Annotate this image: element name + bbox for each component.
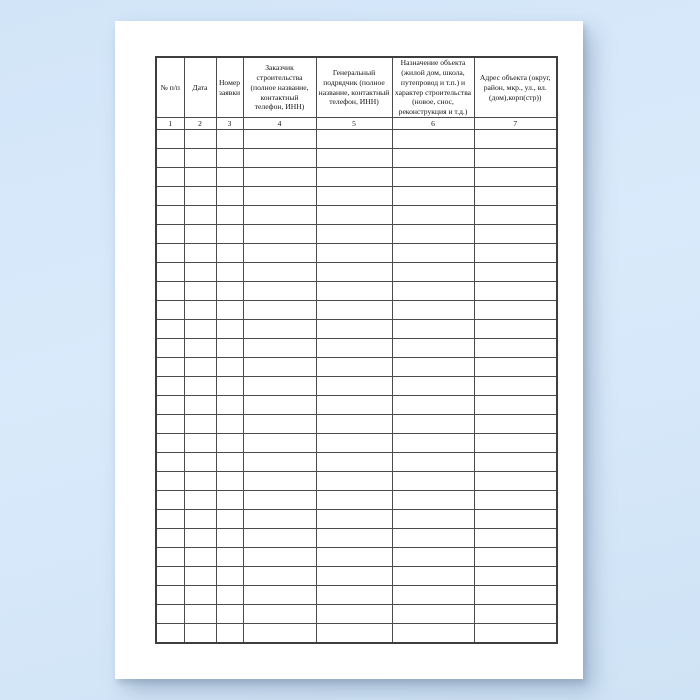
table-cell bbox=[184, 263, 216, 282]
table-cell bbox=[156, 130, 184, 149]
table-cell bbox=[243, 510, 316, 529]
table-cell bbox=[474, 529, 557, 548]
table-cell bbox=[216, 491, 243, 510]
table-row bbox=[156, 472, 557, 491]
table-cell bbox=[184, 301, 216, 320]
table-cell bbox=[316, 206, 392, 225]
table-cell bbox=[392, 529, 474, 548]
table-cell bbox=[156, 206, 184, 225]
table-row bbox=[156, 225, 557, 244]
table-cell bbox=[474, 130, 557, 149]
table-cell bbox=[156, 339, 184, 358]
table-cell bbox=[392, 301, 474, 320]
table-cell bbox=[216, 149, 243, 168]
table-cell bbox=[316, 168, 392, 187]
table-row bbox=[156, 187, 557, 206]
table-row bbox=[156, 605, 557, 624]
table-cell bbox=[474, 339, 557, 358]
table-cell bbox=[184, 149, 216, 168]
table-cell bbox=[184, 586, 216, 605]
table-cell bbox=[184, 605, 216, 624]
table-cell bbox=[392, 206, 474, 225]
table-cell bbox=[216, 187, 243, 206]
table-cell bbox=[316, 149, 392, 168]
table-row bbox=[156, 320, 557, 339]
table-cell bbox=[156, 244, 184, 263]
table-cell bbox=[474, 586, 557, 605]
table-cell bbox=[216, 396, 243, 415]
table-cell bbox=[216, 510, 243, 529]
column-header-4: Заказчик строительства (полное название, контактный телефон, ИНН) bbox=[243, 57, 316, 118]
table-cell bbox=[184, 225, 216, 244]
table-row bbox=[156, 339, 557, 358]
table-cell bbox=[474, 358, 557, 377]
table-cell bbox=[392, 130, 474, 149]
table-cell bbox=[243, 529, 316, 548]
table-cell bbox=[316, 510, 392, 529]
registration-journal-table bbox=[155, 56, 558, 644]
table-body bbox=[156, 130, 557, 644]
table-cell bbox=[474, 548, 557, 567]
table-cell bbox=[216, 624, 243, 644]
table-cell bbox=[392, 263, 474, 282]
table-cell bbox=[474, 282, 557, 301]
table-cell bbox=[243, 149, 316, 168]
column-number-4: 4 bbox=[243, 118, 316, 130]
table-row bbox=[156, 263, 557, 282]
table-cell bbox=[243, 339, 316, 358]
table-cell bbox=[216, 586, 243, 605]
table-cell bbox=[243, 358, 316, 377]
table-row bbox=[156, 358, 557, 377]
table-cell bbox=[243, 130, 316, 149]
table-cell bbox=[392, 510, 474, 529]
column-header-2: Дата bbox=[184, 57, 216, 118]
table-cell bbox=[474, 149, 557, 168]
table-cell bbox=[316, 263, 392, 282]
table-cell bbox=[474, 168, 557, 187]
table-cell bbox=[156, 282, 184, 301]
table-cell bbox=[474, 434, 557, 453]
table-cell bbox=[392, 187, 474, 206]
table-cell bbox=[392, 453, 474, 472]
table-cell bbox=[316, 320, 392, 339]
table-cell bbox=[156, 586, 184, 605]
table-row bbox=[156, 415, 557, 434]
table-cell bbox=[184, 206, 216, 225]
table-cell bbox=[392, 548, 474, 567]
table-cell bbox=[243, 548, 316, 567]
table-cell bbox=[216, 548, 243, 567]
table-cell bbox=[243, 263, 316, 282]
table-cell bbox=[316, 377, 392, 396]
table-cell bbox=[316, 130, 392, 149]
table-cell bbox=[474, 567, 557, 586]
table-cell bbox=[243, 567, 316, 586]
table-row bbox=[156, 244, 557, 263]
table-cell bbox=[216, 434, 243, 453]
table-cell bbox=[156, 149, 184, 168]
table-row bbox=[156, 206, 557, 225]
table-cell bbox=[216, 130, 243, 149]
table-cell bbox=[216, 206, 243, 225]
table-cell bbox=[184, 434, 216, 453]
table-cell bbox=[316, 396, 392, 415]
column-number-row bbox=[156, 118, 557, 130]
table-cell bbox=[474, 491, 557, 510]
table-cell bbox=[474, 206, 557, 225]
table-cell bbox=[392, 168, 474, 187]
table-cell bbox=[243, 377, 316, 396]
table-cell bbox=[316, 472, 392, 491]
table-cell bbox=[316, 244, 392, 263]
table-cell bbox=[184, 377, 216, 396]
table-cell bbox=[392, 244, 474, 263]
table-cell bbox=[216, 529, 243, 548]
table-cell bbox=[474, 263, 557, 282]
table-cell bbox=[156, 567, 184, 586]
table-cell bbox=[243, 206, 316, 225]
table-cell bbox=[316, 434, 392, 453]
table-cell bbox=[216, 605, 243, 624]
table-row bbox=[156, 529, 557, 548]
table-cell bbox=[243, 605, 316, 624]
column-number-5: 5 bbox=[316, 118, 392, 130]
table-cell bbox=[184, 510, 216, 529]
table-cell bbox=[316, 301, 392, 320]
table-cell bbox=[316, 567, 392, 586]
table-header-row bbox=[156, 57, 557, 118]
table-cell bbox=[216, 263, 243, 282]
table-cell bbox=[216, 301, 243, 320]
table-cell bbox=[156, 187, 184, 206]
column-number-1: 1 bbox=[156, 118, 184, 130]
table-cell bbox=[184, 187, 216, 206]
table-cell bbox=[184, 282, 216, 301]
table-cell bbox=[474, 396, 557, 415]
column-header-1: № п/п bbox=[156, 57, 184, 118]
table-cell bbox=[184, 130, 216, 149]
table-row bbox=[156, 510, 557, 529]
table-cell bbox=[184, 339, 216, 358]
table-cell bbox=[243, 415, 316, 434]
table-cell bbox=[392, 358, 474, 377]
table-cell bbox=[474, 377, 557, 396]
table-cell bbox=[156, 358, 184, 377]
table-cell bbox=[243, 225, 316, 244]
table-cell bbox=[243, 187, 316, 206]
table-cell bbox=[184, 396, 216, 415]
table-cell bbox=[392, 491, 474, 510]
table-cell bbox=[184, 491, 216, 510]
table-cell bbox=[184, 358, 216, 377]
table-cell bbox=[156, 491, 184, 510]
table-cell bbox=[392, 567, 474, 586]
table-cell bbox=[474, 301, 557, 320]
table-cell bbox=[156, 605, 184, 624]
table-row bbox=[156, 453, 557, 472]
table-row bbox=[156, 567, 557, 586]
table-cell bbox=[474, 244, 557, 263]
document-page bbox=[115, 21, 583, 679]
table-cell bbox=[216, 339, 243, 358]
table-cell bbox=[184, 244, 216, 263]
table-cell bbox=[474, 605, 557, 624]
table-cell bbox=[156, 529, 184, 548]
table-cell bbox=[392, 434, 474, 453]
table-row bbox=[156, 301, 557, 320]
table-cell bbox=[316, 282, 392, 301]
table-cell bbox=[243, 282, 316, 301]
column-number-3: 3 bbox=[216, 118, 243, 130]
table-cell bbox=[216, 472, 243, 491]
table-cell bbox=[216, 358, 243, 377]
table-cell bbox=[216, 225, 243, 244]
table-cell bbox=[243, 453, 316, 472]
table-cell bbox=[216, 377, 243, 396]
table-cell bbox=[316, 225, 392, 244]
table-cell bbox=[156, 434, 184, 453]
table-cell bbox=[392, 586, 474, 605]
table-cell bbox=[316, 415, 392, 434]
table-cell bbox=[474, 510, 557, 529]
table-cell bbox=[156, 396, 184, 415]
table-cell bbox=[474, 187, 557, 206]
column-number-7: 7 bbox=[474, 118, 557, 130]
column-number-2: 2 bbox=[184, 118, 216, 130]
table-row bbox=[156, 624, 557, 644]
table-cell bbox=[184, 548, 216, 567]
table-cell bbox=[243, 301, 316, 320]
column-header-6: Назначение объекта (жилой дом, школа, путепровод и т.п.) и характер строительства (новое, снос, реконструкция и т.д.) bbox=[392, 57, 474, 118]
table-cell bbox=[316, 624, 392, 644]
table-cell bbox=[474, 472, 557, 491]
table-cell bbox=[156, 320, 184, 339]
table-cell bbox=[474, 225, 557, 244]
table-cell bbox=[184, 168, 216, 187]
table-row bbox=[156, 491, 557, 510]
table-cell bbox=[392, 605, 474, 624]
table-cell bbox=[156, 453, 184, 472]
table-cell bbox=[392, 377, 474, 396]
table-cell bbox=[316, 548, 392, 567]
table-cell bbox=[316, 605, 392, 624]
table-cell bbox=[392, 339, 474, 358]
table-cell bbox=[474, 624, 557, 644]
table-cell bbox=[216, 282, 243, 301]
table-row bbox=[156, 282, 557, 301]
table-cell bbox=[184, 415, 216, 434]
table-row bbox=[156, 377, 557, 396]
table-cell bbox=[474, 320, 557, 339]
table-cell bbox=[392, 282, 474, 301]
table-cell bbox=[243, 244, 316, 263]
table-row bbox=[156, 130, 557, 149]
table-cell bbox=[316, 339, 392, 358]
table-cell bbox=[316, 529, 392, 548]
table-cell bbox=[216, 320, 243, 339]
table-cell bbox=[156, 472, 184, 491]
table-cell bbox=[184, 320, 216, 339]
table-cell bbox=[156, 548, 184, 567]
table-cell bbox=[156, 225, 184, 244]
table-cell bbox=[184, 567, 216, 586]
column-header-7: Адрес объекта (округ, район, мкр., ул., вл.(дом),корп(стр)) bbox=[474, 57, 557, 118]
table-cell bbox=[392, 415, 474, 434]
table-row bbox=[156, 396, 557, 415]
table-cell bbox=[156, 263, 184, 282]
table-cell bbox=[474, 415, 557, 434]
column-header-5: Генеральный подрядчик (полное название, контактный телефон, ИНН) bbox=[316, 57, 392, 118]
table-cell bbox=[243, 320, 316, 339]
table-cell bbox=[216, 415, 243, 434]
table-cell bbox=[156, 301, 184, 320]
column-number-6: 6 bbox=[392, 118, 474, 130]
table-cell bbox=[392, 149, 474, 168]
table-cell bbox=[184, 472, 216, 491]
table-cell bbox=[392, 624, 474, 644]
table-cell bbox=[156, 510, 184, 529]
table-cell bbox=[156, 415, 184, 434]
table-cell bbox=[243, 491, 316, 510]
table-cell bbox=[216, 567, 243, 586]
table-cell bbox=[392, 472, 474, 491]
table-cell bbox=[316, 491, 392, 510]
table-cell bbox=[184, 529, 216, 548]
table-cell bbox=[316, 453, 392, 472]
table-cell bbox=[392, 225, 474, 244]
table-cell bbox=[316, 358, 392, 377]
table-cell bbox=[216, 453, 243, 472]
table-cell bbox=[243, 396, 316, 415]
table-cell bbox=[243, 624, 316, 644]
table-cell bbox=[156, 377, 184, 396]
table-cell bbox=[243, 434, 316, 453]
table-row bbox=[156, 548, 557, 567]
table-cell bbox=[243, 168, 316, 187]
table-cell bbox=[243, 586, 316, 605]
table-row bbox=[156, 586, 557, 605]
table-row bbox=[156, 434, 557, 453]
column-header-3: Номер заявки bbox=[216, 57, 243, 118]
table-cell bbox=[474, 453, 557, 472]
table-row bbox=[156, 168, 557, 187]
table-cell bbox=[216, 244, 243, 263]
table-cell bbox=[392, 396, 474, 415]
table-cell bbox=[184, 453, 216, 472]
table-cell bbox=[216, 168, 243, 187]
table-cell bbox=[392, 320, 474, 339]
table-row bbox=[156, 149, 557, 168]
table-cell bbox=[243, 472, 316, 491]
table-cell bbox=[156, 168, 184, 187]
table-cell bbox=[316, 586, 392, 605]
table-cell bbox=[184, 624, 216, 644]
table-cell bbox=[316, 187, 392, 206]
table-cell bbox=[156, 624, 184, 644]
